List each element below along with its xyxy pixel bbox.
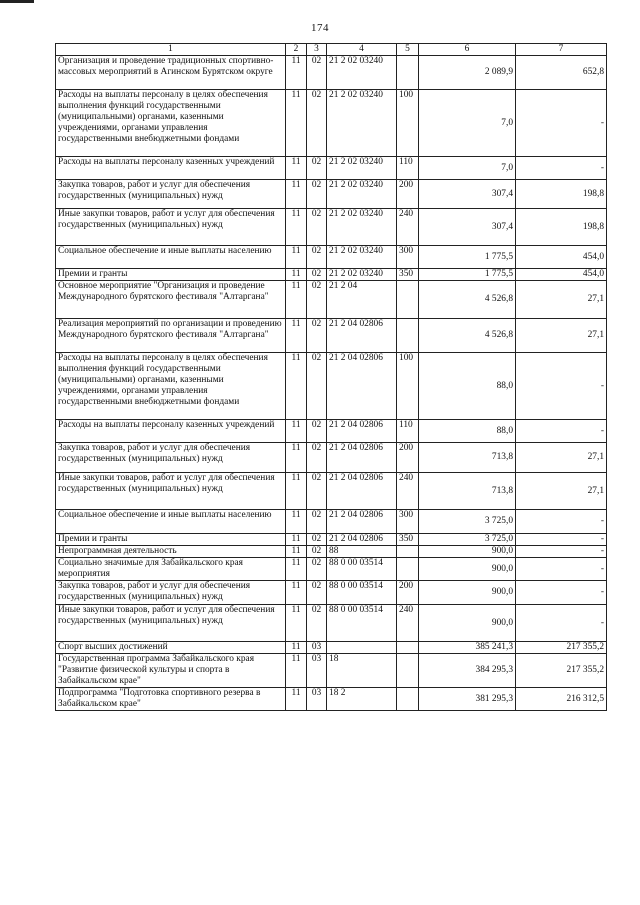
target-article-cell: 88 0 00 03514 [327, 605, 397, 642]
amount-2-cell: - [516, 510, 607, 534]
row-name-cell: Иные закупки товаров, работ и услуг для обеспечения государственных (муниципальных) нужд [56, 209, 286, 246]
amount-2-cell: 27,1 [516, 473, 607, 510]
section-code-cell: 11 [286, 269, 307, 281]
subsection-code-cell: 02 [307, 281, 327, 319]
page-number: 174 [311, 22, 329, 34]
table-row [56, 353, 607, 420]
expense-type-cell: 200 [397, 180, 419, 209]
subsection-code-cell: 03 [307, 654, 327, 688]
row-name-cell: Закупка товаров, работ и услуг для обеспечения государственных (муниципальных) нужд [56, 581, 286, 605]
row-name-cell: Социальное обеспечение и иные выплаты населению [56, 510, 286, 534]
amount-1-cell: 900,0 [419, 605, 516, 642]
subsection-code-cell: 02 [307, 546, 327, 558]
amount-2-cell: 217 355,2 [516, 654, 607, 688]
amount-1-cell: 307,4 [419, 209, 516, 246]
subsection-code-cell: 02 [307, 353, 327, 420]
amount-1-cell: 713,8 [419, 443, 516, 473]
subsection-code-cell: 02 [307, 56, 327, 90]
amount-2-cell: - [516, 534, 607, 546]
col-header-2: 2 [286, 44, 307, 56]
section-code-cell: 11 [286, 319, 307, 353]
target-article-cell: 21 2 04 02806 [327, 319, 397, 353]
amount-1-cell: 4 526,8 [419, 319, 516, 353]
col-header-1: 1 [56, 44, 286, 56]
row-name-cell: Организация и проведение традиционных спортивно-массовых мероприятий в Агинском Бурятском округе [56, 56, 286, 90]
amount-1-cell: 7,0 [419, 157, 516, 180]
table-row [56, 90, 607, 157]
section-code-cell: 11 [286, 546, 307, 558]
subsection-code-cell: 02 [307, 420, 327, 443]
amount-2-cell: 27,1 [516, 319, 607, 353]
subsection-code-cell: 02 [307, 209, 327, 246]
section-code-cell: 11 [286, 688, 307, 711]
table-row [56, 581, 607, 605]
subsection-code-cell: 02 [307, 473, 327, 510]
corner-mark [0, 0, 34, 3]
target-article-cell: 21 2 02 03240 [327, 246, 397, 269]
row-name-cell: Социальное обеспечение и иные выплаты населению [56, 246, 286, 269]
expense-type-cell: 300 [397, 246, 419, 269]
subsection-code-cell: 02 [307, 246, 327, 269]
target-article-cell: 21 2 02 03240 [327, 269, 397, 281]
target-article-cell: 18 [327, 654, 397, 688]
amount-2-cell: - [516, 420, 607, 443]
amount-1-cell: 7,0 [419, 90, 516, 157]
row-name-cell: Государственная программа Забайкальского края "Развитие физической культуры и спорта в Забайкальском крае" [56, 654, 286, 688]
amount-1-cell: 713,8 [419, 473, 516, 510]
table-row [56, 443, 607, 473]
section-code-cell: 11 [286, 157, 307, 180]
expense-type-cell: 240 [397, 605, 419, 642]
target-article-cell: 18 2 [327, 688, 397, 711]
expense-type-cell: 200 [397, 443, 419, 473]
row-name-cell: Расходы на выплаты персоналу казенных учреждений [56, 157, 286, 180]
table-row [56, 654, 607, 688]
target-article-cell: 21 2 02 03240 [327, 209, 397, 246]
subsection-code-cell: 02 [307, 534, 327, 546]
row-name-cell: Реализация мероприятий по организации и проведению Международного бурятского фестиваля "Алтаргана" [56, 319, 286, 353]
section-code-cell: 11 [286, 534, 307, 546]
section-code-cell: 11 [286, 642, 307, 654]
col-header-6: 6 [419, 44, 516, 56]
table-row [56, 56, 607, 90]
amount-2-cell: - [516, 157, 607, 180]
subsection-code-cell: 02 [307, 90, 327, 157]
target-article-cell: 21 2 04 02806 [327, 534, 397, 546]
amount-1-cell: 900,0 [419, 546, 516, 558]
subsection-code-cell: 02 [307, 319, 327, 353]
table-row [56, 180, 607, 209]
section-code-cell: 11 [286, 420, 307, 443]
subsection-code-cell: 02 [307, 443, 327, 473]
subsection-code-cell: 03 [307, 688, 327, 711]
table-body [56, 56, 607, 711]
section-code-cell: 11 [286, 473, 307, 510]
row-name-cell: Расходы на выплаты персоналу в целях обеспечения выполнения функций государственными (муниципальными) органами, казенными учреждениями, органами управления государственными внебюджетными фондами [56, 353, 286, 420]
amount-1-cell: 384 295,3 [419, 654, 516, 688]
target-article-cell: 88 [327, 546, 397, 558]
table-row [56, 157, 607, 180]
table-row [56, 209, 607, 246]
target-article-cell: 21 2 04 [327, 281, 397, 319]
row-name-cell: Социально значимые для Забайкальского края мероприятия [56, 558, 286, 581]
row-name-cell: Подпрограмма "Подготовка спортивного резерва в Забайкальском крае" [56, 688, 286, 711]
table-row [56, 246, 607, 269]
table-row [56, 534, 607, 546]
amount-2-cell: - [516, 605, 607, 642]
row-name-cell: Иные закупки товаров, работ и услуг для обеспечения государственных (муниципальных) нужд [56, 473, 286, 510]
section-code-cell: 11 [286, 90, 307, 157]
amount-2-cell: 454,0 [516, 269, 607, 281]
amount-1-cell: 4 526,8 [419, 281, 516, 319]
amount-2-cell: - [516, 353, 607, 420]
expense-type-cell: 300 [397, 510, 419, 534]
target-article-cell: 21 2 04 02806 [327, 353, 397, 420]
target-article-cell: 21 2 04 02806 [327, 473, 397, 510]
subsection-code-cell: 02 [307, 180, 327, 209]
target-article-cell: 21 2 02 03240 [327, 56, 397, 90]
col-header-4: 4 [327, 44, 397, 56]
table-row [56, 269, 607, 281]
amount-2-cell: - [516, 581, 607, 605]
expense-type-cell [397, 281, 419, 319]
row-name-cell: Премии и гранты [56, 269, 286, 281]
header-row [56, 44, 607, 56]
target-article-cell: 21 2 02 03240 [327, 90, 397, 157]
row-name-cell: Расходы на выплаты персоналу казенных учреждений [56, 420, 286, 443]
expense-type-cell [397, 654, 419, 688]
table-row [56, 688, 607, 711]
row-name-cell: Премии и гранты [56, 534, 286, 546]
row-name-cell: Закупка товаров, работ и услуг для обеспечения государственных (муниципальных) нужд [56, 443, 286, 473]
target-article-cell: 21 2 04 02806 [327, 420, 397, 443]
target-article-cell: 88 0 00 03514 [327, 558, 397, 581]
budget-table [55, 43, 607, 711]
col-header-7: 7 [516, 44, 607, 56]
col-header-3: 3 [307, 44, 327, 56]
expense-type-cell: 350 [397, 269, 419, 281]
section-code-cell: 11 [286, 353, 307, 420]
amount-2-cell: 198,8 [516, 180, 607, 209]
expense-type-cell: 110 [397, 420, 419, 443]
amount-1-cell: 88,0 [419, 353, 516, 420]
row-name-cell: Непрограммная деятельность [56, 546, 286, 558]
amount-2-cell: 27,1 [516, 443, 607, 473]
amount-2-cell: 198,8 [516, 209, 607, 246]
amount-1-cell: 3 725,0 [419, 510, 516, 534]
row-name-cell: Закупка товаров, работ и услуг для обеспечения государственных (муниципальных) нужд [56, 180, 286, 209]
amount-2-cell: - [516, 546, 607, 558]
expense-type-cell [397, 558, 419, 581]
expense-type-cell [397, 319, 419, 353]
amount-1-cell: 2 089,9 [419, 56, 516, 90]
row-name-cell: Спорт высших достижений [56, 642, 286, 654]
amount-1-cell: 88,0 [419, 420, 516, 443]
target-article-cell: 21 2 04 02806 [327, 510, 397, 534]
subsection-code-cell: 03 [307, 642, 327, 654]
expense-type-cell: 100 [397, 90, 419, 157]
amount-2-cell: - [516, 558, 607, 581]
subsection-code-cell: 02 [307, 581, 327, 605]
table-row [56, 642, 607, 654]
table-row [56, 420, 607, 443]
target-article-cell: 21 2 04 02806 [327, 443, 397, 473]
target-article-cell [327, 642, 397, 654]
target-article-cell: 21 2 02 03240 [327, 157, 397, 180]
expense-type-cell: 200 [397, 581, 419, 605]
amount-1-cell: 900,0 [419, 581, 516, 605]
section-code-cell: 11 [286, 281, 307, 319]
target-article-cell: 21 2 02 03240 [327, 180, 397, 209]
section-code-cell: 11 [286, 558, 307, 581]
amount-2-cell: - [516, 90, 607, 157]
table-row [56, 473, 607, 510]
section-code-cell: 11 [286, 605, 307, 642]
expense-type-cell [397, 642, 419, 654]
subsection-code-cell: 02 [307, 558, 327, 581]
amount-2-cell: 652,8 [516, 56, 607, 90]
amount-2-cell: 216 312,5 [516, 688, 607, 711]
expense-type-cell: 350 [397, 534, 419, 546]
section-code-cell: 11 [286, 209, 307, 246]
amount-2-cell: 454,0 [516, 246, 607, 269]
expense-type-cell: 240 [397, 473, 419, 510]
amount-1-cell: 307,4 [419, 180, 516, 209]
section-code-cell: 11 [286, 443, 307, 473]
amount-1-cell: 385 241,3 [419, 642, 516, 654]
table-row [56, 546, 607, 558]
section-code-cell: 11 [286, 246, 307, 269]
section-code-cell: 11 [286, 180, 307, 209]
amount-2-cell: 217 355,2 [516, 642, 607, 654]
amount-1-cell: 1 775,5 [419, 269, 516, 281]
row-name-cell: Основное мероприятие "Организация и проведение Международного бурятского фестиваля "Алтаргана" [56, 281, 286, 319]
expense-type-cell [397, 688, 419, 711]
table-row [56, 319, 607, 353]
section-code-cell: 11 [286, 56, 307, 90]
section-code-cell: 11 [286, 510, 307, 534]
section-code-cell: 11 [286, 654, 307, 688]
subsection-code-cell: 02 [307, 269, 327, 281]
row-name-cell: Иные закупки товаров, работ и услуг для обеспечения государственных (муниципальных) нужд [56, 605, 286, 642]
subsection-code-cell: 02 [307, 605, 327, 642]
amount-1-cell: 900,0 [419, 558, 516, 581]
expense-type-cell [397, 546, 419, 558]
expense-type-cell: 110 [397, 157, 419, 180]
table-row [56, 510, 607, 534]
table-row [56, 605, 607, 642]
amount-2-cell: 27,1 [516, 281, 607, 319]
amount-1-cell: 3 725,0 [419, 534, 516, 546]
row-name-cell: Расходы на выплаты персоналу в целях обеспечения выполнения функций государственными (муниципальными) органами, казенными учреждениями, органами управления государственными внебюджетными фондами [56, 90, 286, 157]
section-code-cell: 11 [286, 581, 307, 605]
table-row [56, 281, 607, 319]
table-row [56, 558, 607, 581]
target-article-cell: 88 0 00 03514 [327, 581, 397, 605]
col-header-5: 5 [397, 44, 419, 56]
amount-1-cell: 381 295,3 [419, 688, 516, 711]
amount-1-cell: 1 775,5 [419, 246, 516, 269]
expense-type-cell: 240 [397, 209, 419, 246]
subsection-code-cell: 02 [307, 510, 327, 534]
subsection-code-cell: 02 [307, 157, 327, 180]
expense-type-cell: 100 [397, 353, 419, 420]
expense-type-cell [397, 56, 419, 90]
